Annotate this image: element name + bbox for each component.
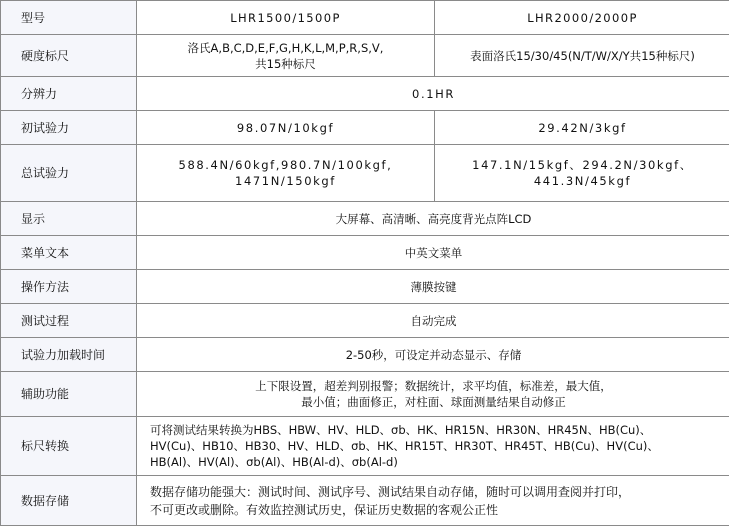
hardness-scale-a-line1: 洛氏A,B,C,D,E,F,G,H,K,L,M,P,R,S,V,	[187, 40, 384, 55]
operation-value: 薄膜按键	[137, 270, 729, 304]
row-resolution	[1, 77, 729, 111]
test-process-value: 自动完成	[137, 304, 729, 338]
initial-force-b: 29.42N/3kgf	[435, 111, 729, 145]
label-total-force: 总试验力	[1, 145, 137, 202]
data-storage-value	[137, 476, 729, 526]
aux-functions-line1: 上下限设置，超差判别报警；数据统计，求平均值，标准差，最大值，	[255, 379, 612, 393]
row-total-force	[1, 145, 729, 202]
label-load-time: 试验力加载时间	[1, 338, 137, 372]
hardness-scale-a	[137, 35, 435, 77]
resolution-value: 0.1HR	[137, 77, 729, 111]
row-model	[1, 1, 729, 35]
display-value: 大屏幕、高清晰、高亮度背光点阵LCD	[137, 202, 729, 236]
aux-functions-value	[137, 372, 729, 417]
label-resolution: 分辨力	[1, 77, 137, 111]
data-storage-line2: 不可更改或删除。有效监控测试历史，保证历史数据的客观公正性	[150, 502, 499, 517]
menu-text-value: 中英文菜单	[137, 236, 729, 270]
label-menu-text: 菜单文本	[1, 236, 137, 270]
row-aux-functions	[1, 372, 729, 417]
total-force-b	[435, 145, 729, 202]
row-data-storage	[1, 476, 729, 526]
model-a: LHR1500/1500P	[137, 1, 435, 35]
label-data-storage: 数据存储	[1, 476, 137, 526]
row-test-process	[1, 304, 729, 338]
total-force-a-line2: 1471N/150kgf	[235, 174, 336, 188]
total-force-a	[137, 145, 435, 202]
label-aux-functions: 辅助功能	[1, 372, 137, 417]
aux-functions-line2: 最小值；曲面修正，对柱面、球面测量结果自动修正	[301, 395, 566, 409]
hardness-scale-b: 表面洛氏15/30/45(N/T/W/X/Y共15种标尺)	[435, 35, 729, 77]
row-hardness-scale	[1, 35, 729, 77]
row-operation	[1, 270, 729, 304]
data-storage-line1: 数据存储功能强大：测试时间、测试序号、测试结果自动存储，随时可以调用查阅并打印，	[150, 484, 631, 499]
scale-conversion-line2: HV(Cu)、HB10、HB30、HV、HLD、σb、HK、HR15T、HR30T、HR45T、HB(Cu)、HV(Cu)、	[150, 439, 659, 453]
row-initial-force	[1, 111, 729, 145]
label-hardness-scale: 硬度标尺	[1, 35, 137, 77]
model-b: LHR2000/2000P	[435, 1, 729, 35]
scale-conversion-value	[137, 417, 729, 476]
hardness-scale-a-line2: 共15种标尺	[255, 56, 316, 71]
total-force-b-line1: 147.1N/15kgf、294.2N/30kgf、	[472, 158, 693, 172]
label-scale-conversion: 标尺转换	[1, 417, 137, 476]
total-force-a-line1: 588.4N/60kgf,980.7N/100kgf,	[178, 158, 393, 172]
label-display: 显示	[1, 202, 137, 236]
label-model: 型号	[1, 1, 137, 35]
label-initial-force: 初试验力	[1, 111, 137, 145]
scale-conversion-line3: HB(Al)、HV(Al)、σb(Al)、HB(Al-d)、σb(Al-d)	[150, 455, 398, 469]
initial-force-a: 98.07N/10kgf	[137, 111, 435, 145]
row-load-time	[1, 338, 729, 372]
label-test-process: 测试过程	[1, 304, 137, 338]
total-force-b-line2: 441.3N/45kgf	[533, 174, 632, 188]
load-time-value: 2-50秒，可设定并动态显示、存储	[137, 338, 729, 372]
label-operation: 操作方法	[1, 270, 137, 304]
row-display	[1, 202, 729, 236]
row-scale-conversion	[1, 417, 729, 476]
scale-conversion-line1: 可将测试结果转换为HBS、HBW、HV、HLD、σb、HK、HR15N、HR30N、HR45N、HB(Cu)、	[150, 423, 652, 437]
row-menu-text	[1, 236, 729, 270]
